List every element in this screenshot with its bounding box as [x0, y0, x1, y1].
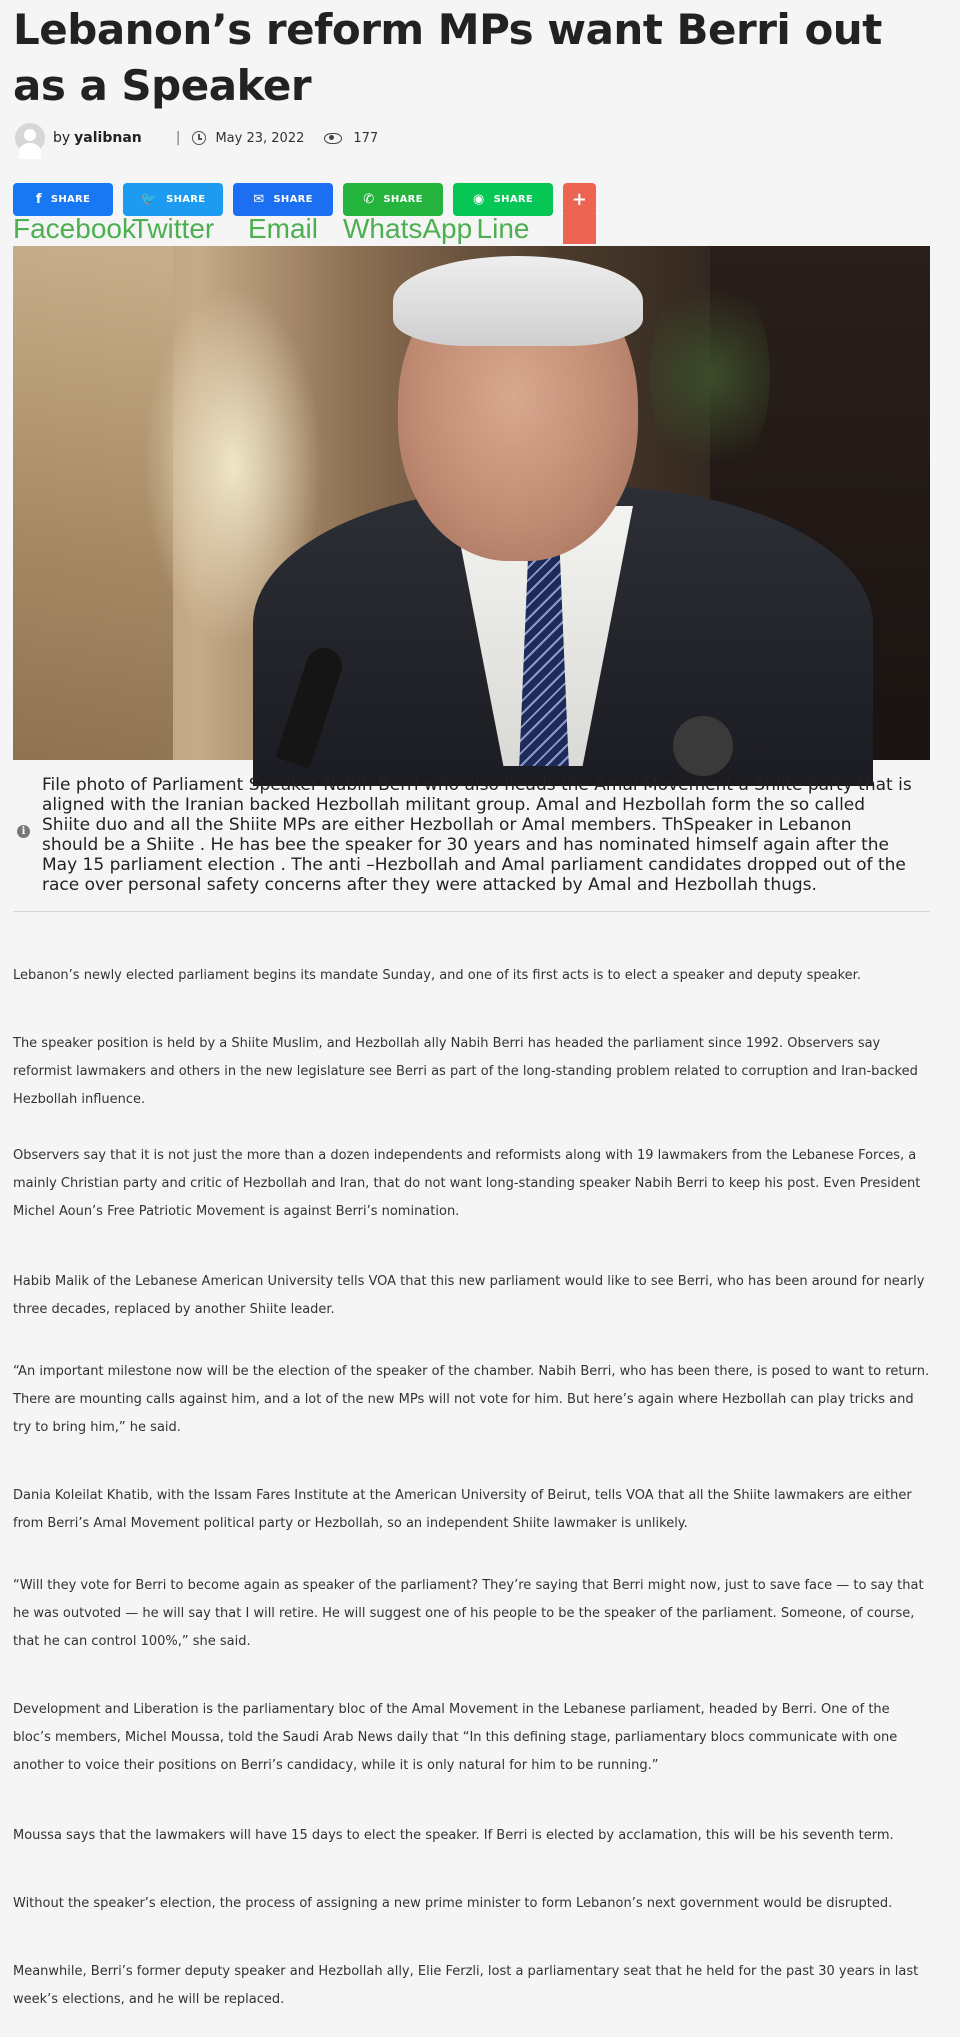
ghost-label-more: S: [563, 214, 596, 244]
share-label: SHARE: [50, 194, 91, 205]
info-icon: i: [17, 825, 30, 838]
ghost-label-twitter: Twitter: [131, 213, 215, 244]
paragraph: Dania Koleilat Khatib, with the Issam Fares Institute at the American University of Beirut, tells VOA that all the Shiite lawmakers are either from Berri’s Amal Movement political party or Hezbollah, so an independent Shiite lawmaker is unlikely.: [13, 1488, 912, 1531]
paragraph: “Will they vote for Berri to become again as speaker of the parliament? They’re saying that Berri might now, just to save face — to say that he was outvoted — he will say that I will retire. He will suggest one of his people to be the speaker of the parliament. Someone, of course, that he can control 100%,” she said.: [13, 1578, 924, 1649]
email-icon: ✉: [253, 192, 265, 207]
share-twitter-button[interactable]: [123, 183, 223, 216]
ghost-label-whatsapp: WhatsApp: [343, 213, 473, 244]
paragraph: Moussa says that the lawmakers will have 15 days to elect the speaker. If Berri is elected by acclamation, this will be his seventh term.: [13, 1828, 894, 1843]
paragraph: Habib Malik of the Lebanese American University tells VOA that this new parliament would like to see Berri, who has been around for nearly three decades, replaced by another Shiite leader.: [13, 1274, 925, 1317]
paragraph: Observers say that it is not just the more than a dozen independents and reformists along with 19 lawmakers from the Lebanese Forces, a mainly Christian party and critic of Hezbollah and Iran, that do not want long-standing speaker Nabih Berri to keep his post. Even President Michel Aoun’s Free Patriotic Movement is against Berri’s nomination.: [13, 1148, 921, 1219]
share-whatsapp-button[interactable]: [343, 183, 443, 216]
article-meta: [15, 122, 615, 154]
share-label: SHARE: [166, 194, 206, 205]
paragraph: “An important milestone now will be the election of the speaker of the chamber. Nabih Berri, who has been there, is posed to want to return. There are mounting calls against him, and a lot of the new MPs will not vote for him. But here’s again where Hezbollah can play tricks and try to bring him,” he said.: [13, 1364, 930, 1435]
share-more-button[interactable]: +: [563, 183, 596, 216]
paragraph: Without the speaker’s election, the process of assigning a new prime minister to form Lebanon’s next government would be disrupted.: [13, 1896, 893, 1911]
share-line-button[interactable]: [453, 183, 553, 216]
whatsapp-icon: ✆: [363, 192, 375, 207]
publish-date: May 23, 2022: [215, 130, 305, 146]
eye-icon: [324, 133, 342, 144]
author-avatar[interactable]: [15, 123, 45, 153]
share-label: SHARE: [383, 194, 423, 205]
share-label: SHARE: [273, 194, 313, 205]
author-link[interactable]: yalibnan: [74, 130, 142, 146]
caption-text: File photo of Parliament Speaker Nabih Berri who also heads the Amal Movement a Shiite party that is aligned with the Iranian backed Hezbollah militant group. Amal and Hezbollah form the so called Shiite duo and all the Shiite MPs are either Hezbollah or Amal members. ThSpeaker in Lebanon should be a Shiite . He has bee the speaker for 30 years and has nominated himself again after the May 15 parliament election . The anti –Hezbollah and Amal parliament candidates dropped out of the race over personal safety concerns after they were attacked by Amal and Hezbollah thugs.: [42, 775, 912, 895]
view-count: 177: [353, 130, 379, 146]
paragraph: Meanwhile, Berri’s former deputy speaker and Hezbollah ally, Elie Ferzli, lost a parliamentary seat that he held for the past 30 years in last week’s elections, and he will be replaced.: [13, 1964, 919, 2007]
facebook-icon: f: [35, 192, 42, 207]
microphone: [673, 716, 733, 776]
share-email-button[interactable]: [233, 183, 333, 216]
caption-divider: [13, 911, 930, 912]
featured-photo: [13, 246, 930, 760]
ghost-label-facebook: Facebook: [13, 213, 136, 244]
paragraph: The speaker position is held by a Shiite Muslim, and Hezbollah ally Nabih Berri has headed the parliament since 1992. Observers say reformist lawmakers and others in the new legislature see Berri as part of the long-standing problem related to corruption and Iran-backed Hezbollah influence.: [13, 1036, 918, 1107]
by-label: by: [53, 130, 71, 146]
ghost-label-email: Email: [247, 213, 318, 244]
article-title: Lebanon’s reform MPs want Berri out as a Speaker: [13, 5, 882, 110]
photo-caption: [13, 773, 930, 913]
paragraph: Lebanon’s newly elected parliament begins its mandate Sunday, and one of its first acts is to elect a speaker and deputy speaker.: [13, 968, 861, 983]
twitter-icon: 🐦: [140, 192, 158, 207]
share-fallback-labels: [13, 214, 606, 244]
line-icon: ◉: [473, 192, 485, 207]
meta-separator: |: [175, 130, 181, 146]
share-label: SHARE: [493, 194, 533, 205]
paragraph: Development and Liberation is the parliamentary bloc of the Amal Movement in the Lebanese parliament, headed by Berri. One of the bloc’s members, Michel Moussa, told the Saudi Arab News daily that “In this defining stage, parliamentary blocs communicate with one another to voice their positions on Berri’s candidacy, while it is only natural for him to be running.”: [13, 1702, 898, 1773]
share-facebook-button[interactable]: [13, 183, 113, 216]
clock-icon: [192, 131, 206, 145]
ghost-label-line: Line: [476, 213, 530, 244]
